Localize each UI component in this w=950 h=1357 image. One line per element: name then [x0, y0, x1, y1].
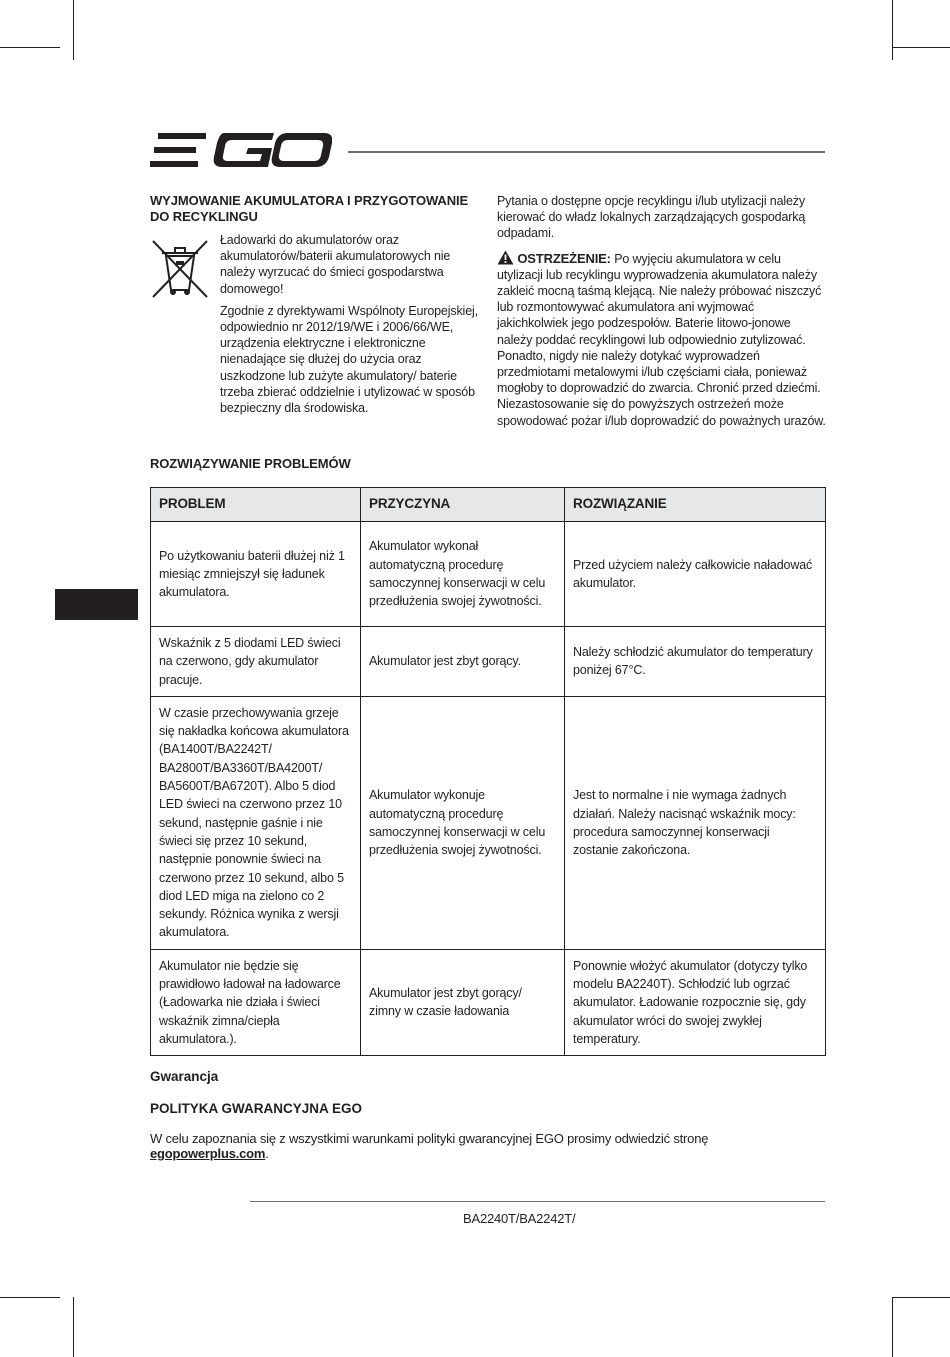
- column-header-cause: PRZYCZYNA: [361, 488, 565, 522]
- problem-cell: W czasie przechowywania grzeje się nakładka końcowa akumulatora (BA1400T/BA2242T/ BA2800T/BA3360T/BA4200T/ BA5600T/BA6720T). Albo 5 diod LED świeci na czerwono przez 10 sekund, następnie gaśnie i nie świeci się przez 10 sekund, następnie ponownie świeci na czerwono przez 10 sekund, albo 5 diod LED miga na zielono co 2 sekundy. Różnica wynika z wersji akumulatora.: [151, 696, 361, 949]
- cause-cell: Akumulator jest zbyt gorący/ zimny w czasie ładowania: [361, 949, 565, 1055]
- footer-rule: [250, 1201, 825, 1202]
- recycling-info-section: [497, 193, 827, 429]
- crop-mark: [892, 47, 950, 48]
- table-row: [151, 522, 826, 627]
- crop-mark: [892, 1297, 950, 1298]
- warranty-text: [150, 1131, 830, 1161]
- table-row: [151, 696, 826, 949]
- recycling-section: [150, 193, 480, 416]
- warranty-text-body: W celu zapoznania się z wszystkimi warunkami polityki gwarancyjnej EGO prosimy odwiedzić stronę: [150, 1131, 709, 1146]
- table-header-row: [151, 488, 826, 522]
- warranty-policy-heading: POLITYKA GWARANCYJNA EGO: [150, 1101, 363, 1116]
- warning-label: OSTRZEŻENIE:: [517, 250, 611, 266]
- problem-cell: Akumulator nie będzie się prawidłowo ładował na ładowarce (Ładowarka nie działa i świeci wskaźnik zimna/ciepła akumulatora.).: [151, 949, 361, 1055]
- column-header-problem: PROBLEM: [151, 488, 361, 522]
- warranty-heading: Gwarancja: [150, 1069, 219, 1084]
- recycling-heading: WYJMOWANIE AKUMULATORA I PRZYGOTOWANIE DO RECYKLINGU: [150, 193, 469, 224]
- warranty-website-link[interactable]: egopowerplus.com: [150, 1146, 266, 1161]
- table-row: [151, 949, 826, 1055]
- crop-mark: [0, 1297, 60, 1298]
- cause-cell: Akumulator wykonuje automatyczną procedurę samoczynnej konserwacji w celu przedłużenia swojej żywotności.: [361, 696, 565, 949]
- header-rule: [348, 151, 825, 153]
- cause-cell: Akumulator jest zbyt gorący.: [361, 627, 565, 697]
- cause-cell: Akumulator wykonał automatyczną procedurę samoczynnej konserwacji w celu przedłużenia swojej żywotności.: [361, 522, 565, 627]
- language-side-tab: [55, 589, 138, 620]
- crop-mark: [892, 1297, 893, 1357]
- recycling-directive-paragraph: Zgodnie z dyrektywami Wspólnoty Europejskiej, odpowiednio nr 2012/19/WE i 2006/66/WE, urządzenia elektryczne i elektroniczne nienadające się dłużej do użycia oraz uszkodzone lub zużyte akumulatory/ baterie trzeba zbierać oddzielnie i utylizować w sposób bezpieczny dla środowiska.: [220, 303, 478, 416]
- crop-mark: [0, 47, 60, 48]
- ego-logo-icon: [150, 130, 332, 172]
- table-row: [151, 627, 826, 697]
- solution-cell: Przed użyciem należy całkowicie naładować akumulator.: [565, 522, 826, 627]
- solution-cell: Należy schłodzić akumulator do temperatury poniżej 67°C.: [565, 627, 826, 697]
- crop-mark: [73, 0, 74, 60]
- warning-paragraph: [497, 250, 827, 429]
- footer-model-number: BA2240T/BA2242T/: [463, 1211, 576, 1226]
- crop-mark: [892, 0, 893, 60]
- problem-cell: Po użytkowaniu baterii dłużej niż 1 miesiąc zmniejszył się ładunek akumulatora.: [151, 522, 361, 627]
- crossed-out-bin-icon: [150, 238, 210, 300]
- solution-cell: Ponownie włożyć akumulator (dotyczy tylko modelu BA2240T). Schłodzić lub ogrzać akumulator. Ładowanie rozpocznie się, gdy akumulator wróci do swojej zwykłej temperatury.: [565, 949, 826, 1055]
- warranty-text-end: .: [265, 1146, 269, 1161]
- problem-cell: Wskaźnik z 5 diodami LED świeci na czerwono, gdy akumulator pracuje.: [151, 627, 361, 697]
- solution-cell: Jest to normalne i nie wymaga żadnych działań. Należy nacisnąć wskaźnik mocy: procedura samoczynnej konserwacji zostanie zakończona.: [565, 696, 826, 949]
- troubleshooting-heading: ROZWIĄZYWANIE PROBLEMÓW: [150, 456, 351, 471]
- crop-mark: [73, 1297, 74, 1357]
- recycling-paragraph: Ładowarki do akumulatorów oraz akumulatorów/baterii akumulatorowych nie należy wyrzucać do śmieci gospodarstwa domowego!: [220, 233, 451, 296]
- recycling-intro: Pytania o dostępne opcje recyklingu i/lub utylizacji należy kierować do władz lokalnych zarządzających gospodarką odpadami.: [497, 194, 806, 241]
- warning-triangle-icon: [497, 250, 514, 265]
- troubleshooting-table: [150, 487, 826, 1056]
- warning-text: Po wyjęciu akumulatora w celu utylizacji lub recyklingu wyprowadzenia akumulatora należy zakleić mocną taśmą klejącą. Nie należy próbować niszczyć lub rozmontowywać akumulatora ani wyjmować jakichkolwiek jego podzespołów. Baterie litowo-jonowe należy poddać recyklingowi lub odpowiednio zutylizować. Ponadto, nigdy nie należy dotykać wyprowadzeń przedmiotami metalowymi i/lub częściami ciała, ponieważ mogłoby to doprowadzić do zwarcia. Chronić przed dziećmi. Niezastosowanie się do powyższych ostrzeżeń może spowodować pożar i/lub doprowadzić do poważnych urazów.: [497, 251, 826, 428]
- column-header-solution: ROZWIĄZANIE: [565, 488, 826, 522]
